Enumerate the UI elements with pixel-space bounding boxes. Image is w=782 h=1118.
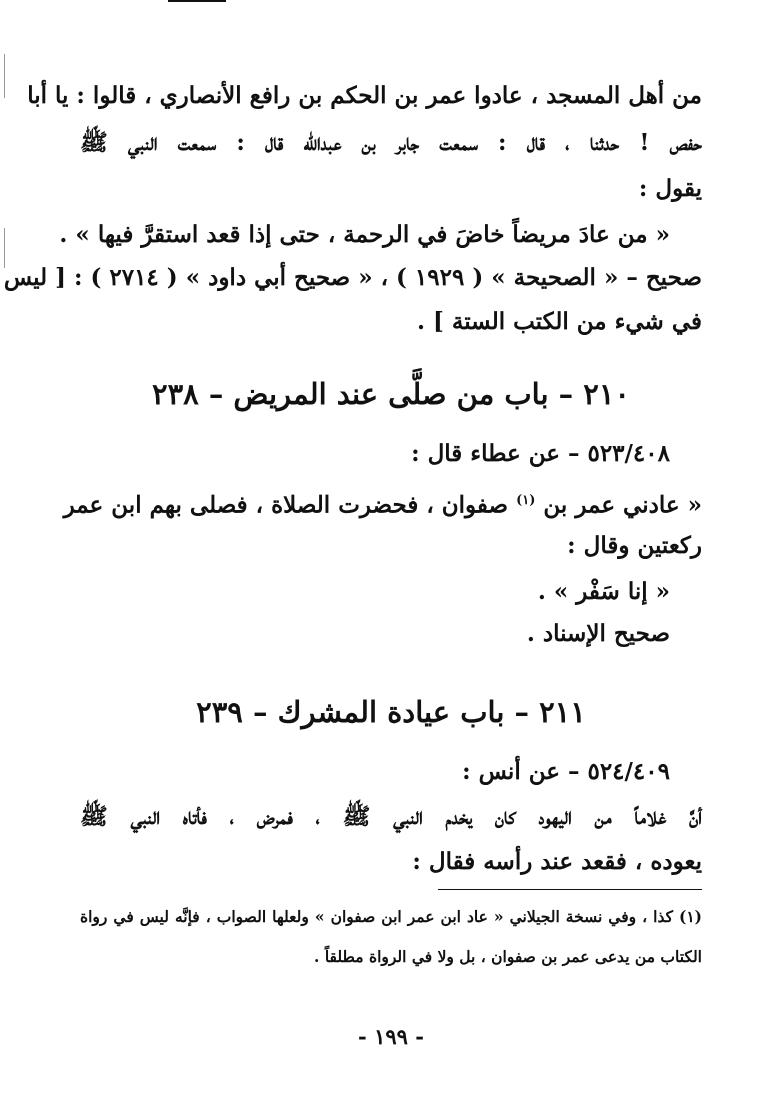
text-line: ركعتين وقال : [567, 532, 702, 559]
margin-mark [4, 54, 5, 98]
page-number: - ١٩٩ - [358, 1024, 424, 1049]
grading-line: في شيء من الكتب الستة ] . [417, 308, 702, 335]
footnote-line: الكتاب من يدعى عمر بن صفوان ، بل ولا في الرواة مطلقاً . [314, 947, 702, 966]
hadith-text: « من عادَ مريضاً خاضَ في الرحمة ، حتى إذا قعد استقرَّ فيها » . [59, 221, 670, 248]
top-rule [168, 0, 226, 2]
text-line: يقول : [638, 175, 702, 202]
text-line: أنَّ غلاماً من اليهود كان يخدم النبي ﷺ ، فمرض ، فأتاه النبي ﷺ [80, 803, 702, 830]
text-line [63, 484, 702, 523]
chapter-heading: ٢١١ – باب عيادة المشرك – ٢٣٩ [196, 695, 586, 729]
hadith-reference: ٥٢٤/٤٠٩ – عن أنس : [462, 758, 670, 785]
grading-line: صحيح – « الصحيحة » ( ١٩٢٩ ) ، « صحيح أبي داود » ( ٢٧١٤ ) : [ ليس [3, 264, 702, 291]
chapter-heading: ٢١٠ – باب من صلَّى عند المريض – ٢٣٨ [152, 377, 630, 411]
quote-text: « إنا سَفْر » . [537, 578, 670, 605]
footnote-rule [438, 889, 702, 890]
footnote-marker: (١) [516, 493, 536, 508]
footnote-line: (١) كذا ، وفي نسخة الجيلاني « عاد ابن عمر ابن صفوان » ولعلها الصواب ، فإنَّه ليس في رواة [80, 907, 702, 926]
text-segment: « عادني عمر بن [543, 491, 702, 519]
text-line: يعوده ، فقعد عند رأسه فقال : [412, 848, 702, 875]
text-line: من أهل المسجد ، عادوا عمر بن الحكم بن رافع الأنصاري ، قالوا : يا أبا [27, 82, 702, 109]
hadith-reference: ٥٢٣/٤٠٨ – عن عطاء قال : [411, 440, 670, 467]
text-segment: صفوان ، فحضرت الصلاة ، فصلى بهم ابن عمر [63, 491, 509, 519]
grading-line: صحيح الإسناد . [526, 620, 670, 647]
text-line: حفص ! حدثنا ، قال : سمعت جابر بن عبدالله قال : سمعت النبي ﷺ [80, 129, 702, 156]
